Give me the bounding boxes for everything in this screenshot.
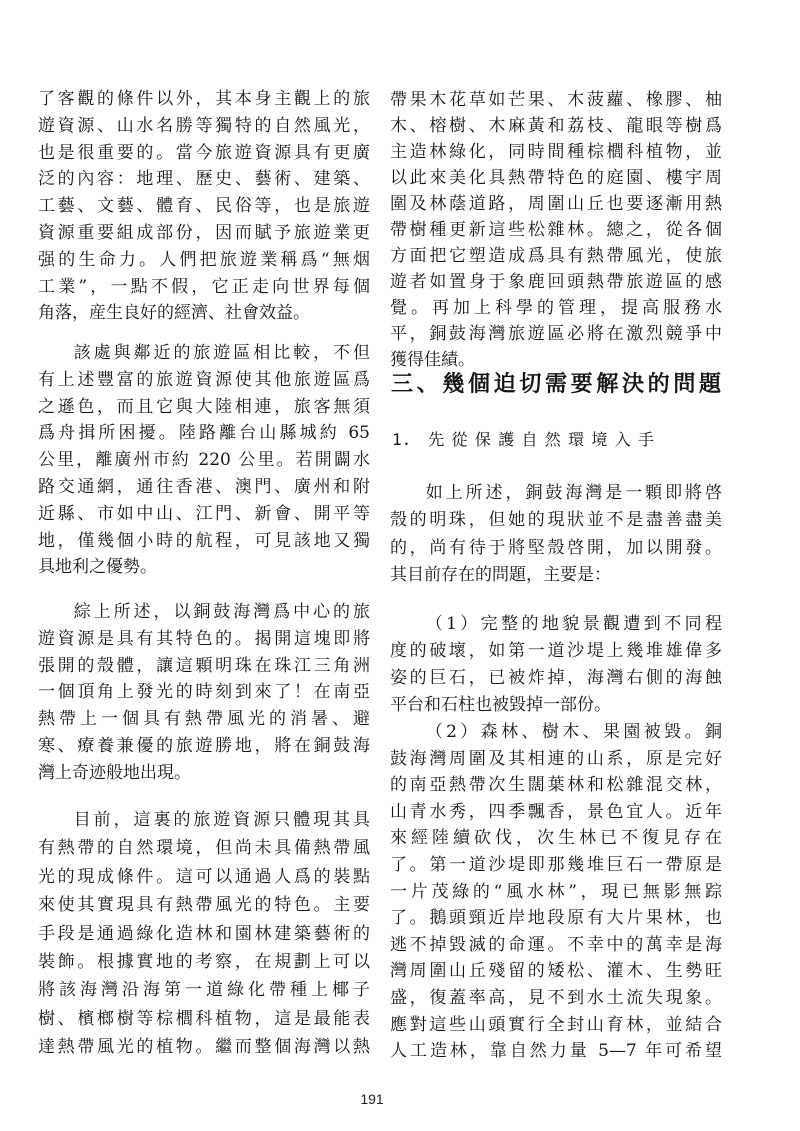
text-line: 其目前存在的問題，主要是： xyxy=(390,564,611,585)
left-paragraph-summary xyxy=(38,599,370,787)
text-line: 來使其實現具有熱帶風光的特色。主要 xyxy=(38,895,370,916)
text-line: 遊者如置身于象鹿回頭熱帶旅遊區的感 xyxy=(390,272,722,292)
text-line: 逃不掉毀滅的命運。不幸中的萬幸是海 xyxy=(390,934,722,955)
right-paragraph-continued xyxy=(390,87,722,373)
text-line: 平台和石柱也被毀掉一部份。 xyxy=(390,695,611,716)
text-line: 手段是通過綠化造林和園林建築藝術的 xyxy=(38,923,370,944)
text-line: 帶樹種更新這些松雜林。總之，從各個 xyxy=(390,220,722,240)
text-line: 以此來美化具熱帶特色的庭園、樓宇周 xyxy=(390,168,722,188)
text-line: 覺。再加上科學的管理，提高服務水 xyxy=(390,298,722,318)
text-line: 熱帶上一個具有熱帶風光的消暑、避 xyxy=(38,709,370,730)
text-line: 地，僅幾個小時的航程，可見該地又獨 xyxy=(38,530,370,551)
text-line: 寒、療養兼優的旅遊勝地，將在銅鼓海 xyxy=(38,735,370,756)
text-line: 木、榕樹、木麻黃和荔枝、龍眼等樹爲 xyxy=(390,116,722,136)
text-line: 泛的內容：地理、歷史、藝術、建築、 xyxy=(38,169,370,190)
text-line: 的南亞熱帶次生闊葉林和松雜混交林， xyxy=(390,775,722,796)
text-line: 灣上奇迹般地出現。 xyxy=(38,762,191,783)
text-line: 有上述豐富的旅遊資源使其他旅遊區爲 xyxy=(38,369,370,390)
text-line: 近縣、市如中山、江門、新會、開平等 xyxy=(38,503,370,524)
text-line: 强的生命力。人們把旅遊業稱爲“無烟 xyxy=(38,249,370,270)
text-line: 如上所述，銅鼓海灣是一顆即將啓 xyxy=(425,483,722,503)
text-line: 人工造林，靠自然力量 5—7 年可希望 xyxy=(390,1041,722,1062)
text-line: 殼的明珠，但她的現狀並不是盡善盡美 xyxy=(390,510,722,531)
text-line: 一個頂角上發光的時刻到來了！在南亞 xyxy=(38,682,370,703)
text-line: 路交通網，通往香港、澳門、廣州和附 xyxy=(38,476,370,497)
text-line: 綜上所述，以銅鼓海灣爲中心的旅 xyxy=(73,602,370,622)
text-line: 方面把它塑造成爲具有熱帶風光，使旅 xyxy=(390,246,722,266)
left-paragraph-location-advantage xyxy=(38,340,370,581)
text-line: 圍及林蔭道路，周圍山丘也要逐漸用熱 xyxy=(390,194,722,214)
text-line: 盛，復蓋率高，見不到水土流失現象。 xyxy=(390,987,722,1008)
text-line: 遊資源、山水名勝等獨特的自然風光， xyxy=(38,115,370,136)
right-paragraph-item-2 xyxy=(390,719,722,1065)
text-line: 樹、檳榔樹等棕櫚科植物，這是最能表 xyxy=(38,1008,370,1029)
text-line: 將該海灣沿海第一道綠化帶種上椰子 xyxy=(38,980,370,1001)
left-paragraph-greening-plan xyxy=(38,806,370,1062)
right-paragraph-intro xyxy=(390,480,722,589)
text-line: 姿的巨石，已被炸掉，海灣右側的海蝕 xyxy=(390,668,722,689)
text-line: 來經陸續砍伐，次生林已不復見存在 xyxy=(390,828,722,849)
text-line: 帶果木花草如芒果、木菠蘿、橡膠、柚 xyxy=(390,90,722,110)
text-line: 有熱帶的自然環境，但尚未具備熱帶風 xyxy=(38,838,370,859)
subsection-heading: 1. 先從保護自然環境入手 xyxy=(392,430,654,449)
text-line: 工藝、文藝、體育、民俗等，也是旅遊 xyxy=(38,196,370,217)
text-line: 應對這些山頭實行全封山育林，並結合 xyxy=(390,1014,722,1035)
text-line: 具地利之優勢。 xyxy=(38,557,157,578)
text-line: 了。第一道沙堤即那幾堆巨石一帶原是 xyxy=(390,854,722,875)
text-line: 主造林綠化，同時間種棕櫚科植物，並 xyxy=(390,142,722,162)
text-line: 了。鵝頭頸近岸地段原有大片果林，也 xyxy=(390,908,722,929)
text-line: 平，銅鼓海灣旅遊區必將在激烈競爭中 xyxy=(390,324,722,344)
right-paragraph-item-1 xyxy=(390,611,722,719)
text-line: 獲得佳績。 xyxy=(390,350,475,370)
text-line: 山青水秀，四季飄香，景色宜人。近年 xyxy=(390,801,722,822)
text-line: 之遜色，而且它與大陸相連，旅客無須 xyxy=(38,396,370,417)
text-line: 角落，産生良好的經濟、社會效益。 xyxy=(38,303,310,324)
text-line: 爲舟揖所困擾。陸路離台山縣城約 65 xyxy=(38,423,370,444)
text-line: （1）完整的地貌景觀遭到不同程 xyxy=(425,614,722,634)
text-line: 達熱帶風光的植物。繼而整個海灣以熱 xyxy=(38,1037,370,1058)
text-line: 一片茂綠的“風水林”，現已無影無踪 xyxy=(390,881,722,902)
text-line: 灣周圍山丘殘留的矮松、灌木、生勢旺 xyxy=(390,961,722,982)
text-line: 該處與鄰近的旅遊區相比較，不但 xyxy=(73,343,370,363)
page-number: 191 xyxy=(360,1091,384,1107)
text-line: 也是很重要的。當今旅遊資源具有更廣 xyxy=(38,142,370,163)
text-line: 張開的殼體，讓這顆明珠在珠江三角洲 xyxy=(38,655,370,676)
left-paragraph-continued xyxy=(38,86,370,327)
text-line: 裝飾。根據實地的考察，在規劃上可以 xyxy=(38,952,370,973)
text-line: 光的現成條件。這可以通過人爲的裝點 xyxy=(38,866,370,887)
text-line: 鼓海灣周圍及其相連的山系，原是完好 xyxy=(390,748,722,769)
text-line: 資源重要組成部份，因而賦予旅遊業更 xyxy=(38,222,370,243)
text-line: 公里，離廣州市約 220 公里。若開闢水 xyxy=(38,450,370,471)
text-line: （2）森林、樹木、果園被毀。銅 xyxy=(425,722,722,742)
text-line: 度的破壞，如第一道沙堤上幾堆雄偉多 xyxy=(390,641,722,662)
text-line: 工業”，一點不假，它正走向世界每個 xyxy=(38,276,370,297)
text-line: 了客觀的條件以外，其本身主觀上的旅 xyxy=(38,89,370,109)
section-heading: 三、幾個迫切需要解決的問題 xyxy=(391,372,721,397)
text-line: 遊資源是具有其特色的。揭開這塊即將 xyxy=(38,628,370,649)
text-line: 目前，這裏的旅遊資源只體現其具 xyxy=(73,810,370,830)
text-line: 的，尚有待于將堅殼啓開，加以開發。 xyxy=(390,537,722,558)
